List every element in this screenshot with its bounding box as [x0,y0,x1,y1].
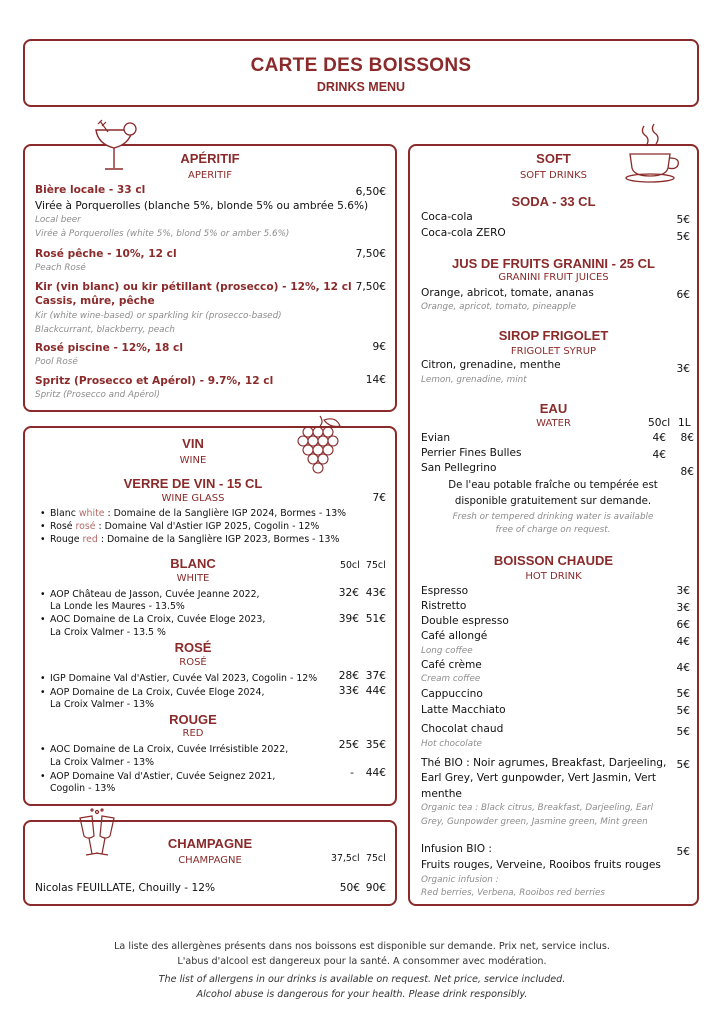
wine-glass-item: • Rouge red : Domaine de la Sanglière IGP 2023, Bormes - 13% [50,534,339,545]
col-37-5cl: 37,5cl [331,853,360,864]
hot-drink-item: Latte Macchiato [421,704,506,716]
hot-drink-item: Double espresso [421,615,509,627]
juice-title: JUS DE FRUITS GRANINI - 25 CL [452,256,655,271]
red-wine-item-line2: Cogolin - 13% [50,783,116,794]
footer-alcohol-en: Alcohol abuse is dangerous for your health. Please drink responsibly. [196,989,528,1000]
footer-alcohol-fr: L'abus d'alcool est dangereux pour la santé. A consommer avec modération. [177,956,547,967]
wine-price-50: 39€ [338,613,359,625]
red-wine-subtitle: RED [182,728,204,739]
col-50cl: 50cl [340,560,360,571]
syrup-translation: Lemon, grenadine, mint [421,375,527,385]
footer-allergens-en: The list of allergens in our drinks is available on request. Net price, service included. [158,974,566,985]
soft-title: SOFT [536,151,571,166]
syrup-title: SIROP FRIGOLET [498,328,609,343]
white-wine-item-line2: La Londe les Maures - 13.5% [50,601,185,612]
soda-title: SODA - 33 CL [511,194,596,209]
footer-allergens-fr: La liste des allergènes présents dans nos boissons est disponible sur demande. Prix net, service inclus. [114,941,610,952]
water-note-translation: free of charge on request. [495,525,611,535]
water-price-1l: 8€ [680,466,694,478]
red-wine-item: • AOP Domaine Val d'Astier, Cuvée Seignez 2021, [50,771,275,782]
wine-price-50: - [350,767,354,779]
aperitif-item-price: 9€ [372,341,386,353]
aperitif-item-name: Kir (vin blanc) ou kir pétillant (prosecco) - 12%, 12 cl [35,281,352,293]
hot-drink-price: 4€ [676,662,690,674]
wine-price-75: 51€ [365,613,386,625]
soft-subtitle: SOFT DRINKS [519,170,588,181]
tea-item: Earl Grey, Vert gunpowder, Vert Jasmin, Vert [421,772,656,784]
water-item: Perrier Fines Bulles [421,447,522,459]
aperitif-item-translation: Virée à Porquerolles (white 5%, blond 5% or amber 5.6%) [35,229,290,239]
water-title: EAU [539,401,568,416]
hot-drink-translation: Hot chocolate [421,739,482,749]
water-note-translation: Fresh or tempered drinking water is available [452,512,654,522]
white-wine-subtitle: WHITE [176,573,210,584]
aperitif-item-name: Spritz (Prosecco et Apérol) - 9.7%, 12 cl [35,375,274,387]
aperitif-title: APÉRITIF [180,151,240,166]
hot-drink-item: Cappuccino [421,688,483,700]
water-col-50cl: 50cl [648,417,671,429]
syrup-price: 3€ [676,363,690,375]
syrup-item: Citron, grenadine, menthe [421,359,561,371]
champagne-subtitle: CHAMPAGNE [178,855,242,866]
white-wine-item: • AOP Château de Jasson, Cuvée Jeanne 2022, [50,589,260,600]
wine-price-75: 44€ [365,767,386,779]
hot-drink-item: Café allongé [421,630,488,642]
tea-item: Thé BIO : Noir agrumes, Breakfast, Darjeeling, [421,757,667,769]
hot-drink-price: 6€ [676,619,690,631]
juice-translation: Orange, apricot, tomato, pineapple [421,302,577,312]
infusion-item: Fruits rouges, Verveine, Rooibos fruits rouges [421,859,661,871]
aperitif-item-detail: Virée à Porquerolles (blanche 5%, blonde 5% ou ambrée 5.6%) [35,200,369,212]
aperitif-item-name: Rosé pêche - 10%, 12 cl [35,248,177,260]
champagne-price-75: 90€ [365,882,386,894]
red-wine-item-line2: La Croix Valmer - 13% [50,757,154,768]
page-title: CARTE DES BOISSONS [250,55,472,76]
hot-drink-subtitle: HOT DRINK [525,571,582,582]
infusion-item: Infusion BIO : [421,843,492,855]
white-wine-title: BLANC [170,556,216,571]
aperitif-item-translation: Kir (white wine-based) or sparkling kir (prosecco-based) [35,311,282,321]
aperitif-item-translation: Local beer [35,215,81,225]
rose-wine-item: • AOP Domaine de La Croix, Cuvée Eloge 2024, [50,687,264,698]
hot-drink-translation: Long coffee [421,646,473,656]
soda-item: Coca-cola ZERO [421,227,506,239]
aperitif-item-name: Rosé piscine - 12%, 18 cl [35,342,183,354]
wine-price-75: 43€ [365,587,386,599]
infusion-price: 5€ [676,846,690,858]
col-75cl: 75cl [366,560,386,571]
wine-price-75: 44€ [365,685,386,697]
soda-item: Coca-cola [421,211,473,223]
aperitif-item-name-2: Cassis, mûre, pêche [35,295,155,307]
wine-price-50: 32€ [338,587,359,599]
hot-drink-price: 5€ [676,705,690,717]
col-75cl: 75cl [366,853,386,864]
wine-subtitle: WINE [179,455,207,466]
tea-translation: Grey, Gunpowder green, Jasmine green, Mint green [421,817,648,827]
cocktail-icon [86,118,144,176]
wine-glass-title: VERRE DE VIN - 15 CL [123,476,263,491]
juice-subtitle: GRANINI FRUIT JUICES [498,272,609,283]
rose-wine-subtitle: ROSÉ [179,657,207,668]
aperitif-item-name: Bière locale - 33 cl [35,184,146,196]
aperitif-item-translation: Peach Rosé [35,263,86,273]
aperitif-subtitle: APERITIF [188,170,232,181]
hot-drink-item: Ristretto [421,600,467,612]
white-wine-item-line2: La Croix Valmer - 13.5 % [50,627,166,638]
wine-price-50: 25€ [338,739,359,751]
water-price-50: 4€ [652,432,666,444]
wine-glass-price: 7€ [372,492,386,504]
hot-drink-price: 3€ [676,585,690,597]
rose-wine-title: ROSÉ [174,640,212,655]
red-wine-item: • AOC Domaine de La Croix, Cuvée Irrésistible 2022, [50,744,288,755]
wine-price-50: 28€ [338,670,359,682]
champagne-price-37: 50€ [339,882,360,894]
rose-wine-item-line2: La Croix Valmer - 13% [50,699,154,710]
red-wine-title: ROUGE [169,712,217,727]
hot-drink-price: 5€ [676,726,690,738]
wine-glass-item: • Blanc white : Domaine de la Sanglière IGP 2024, Bormes - 13% [50,508,346,519]
aperitif-item-price: 14€ [365,374,386,386]
wine-glass-item: • Rosé rosé : Domaine Val d'Astier IGP 2025, Cogolin - 12% [50,521,319,532]
white-wine-item: • AOC Domaine de La Croix, Cuvée Eloge 2023, [50,614,265,625]
water-item: Evian [421,432,451,444]
aperitif-item-price: 7,50€ [355,281,386,293]
hot-drink-item: Espresso [421,585,469,597]
hot-drink-price: 3€ [676,602,690,614]
water-col-1l: 1L [678,417,691,429]
hot-drink-item: Café crème [421,659,482,671]
water-note: disponible gratuitement sur demande. [454,496,652,507]
water-price-1l: 8€ [680,432,694,444]
hot-drink-price: 5€ [676,688,690,700]
infusion-translation: Organic infusion : [421,875,499,885]
aperitif-item-price: 6,50€ [355,186,386,198]
aperitif-item-translation: Blackcurrant, blackberry, peach [35,325,175,335]
water-subtitle: WATER [536,418,571,429]
hot-drink-item: Chocolat chaud [421,723,504,735]
champagne-item-name: Nicolas FEUILLATE, Chouilly - 12% [35,882,216,894]
juice-price: 6€ [676,289,690,301]
water-price-50: 4€ [652,449,666,461]
header-box [23,39,699,107]
juice-item: Orange, abricot, tomate, ananas [421,287,594,299]
water-note: De l'eau potable fraîche ou tempérée est [448,480,658,491]
aperitif-item-translation: Pool Rosé [35,357,78,367]
champagne-title: CHAMPAGNE [167,836,253,851]
tea-item: menthe [421,788,462,800]
rose-wine-item: • IGP Domaine Val d'Astier, Cuvée Val 2023, Cogolin - 12% [50,673,317,684]
aperitif-item-translation: Spritz (Prosecco and Apérol) [35,390,160,400]
hot-drink-title: BOISSON CHAUDE [493,553,614,568]
tea-translation: Organic tea : Black citrus, Breakfast, Darjeeling, Earl [421,803,654,813]
wine-price-50: 33€ [338,685,359,697]
wine-glass-subtitle: WINE GLASS [161,493,225,504]
syrup-subtitle: FRIGOLET SYRUP [510,346,597,357]
soda-price: 5€ [676,214,690,226]
tea-price: 5€ [676,759,690,771]
wine-price-75: 37€ [365,670,386,682]
aperitif-item-price: 7,50€ [355,248,386,260]
water-item: San Pellegrino [421,462,497,474]
hot-drink-price: 4€ [676,636,690,648]
page-subtitle: DRINKS MENU [316,80,406,94]
soda-price: 5€ [676,231,690,243]
hot-drink-translation: Cream coffee [421,674,481,684]
wine-price-75: 35€ [365,739,386,751]
infusion-translation: Red berries, Verbena, Rooibos red berries [421,888,605,898]
wine-title: VIN [182,436,204,451]
